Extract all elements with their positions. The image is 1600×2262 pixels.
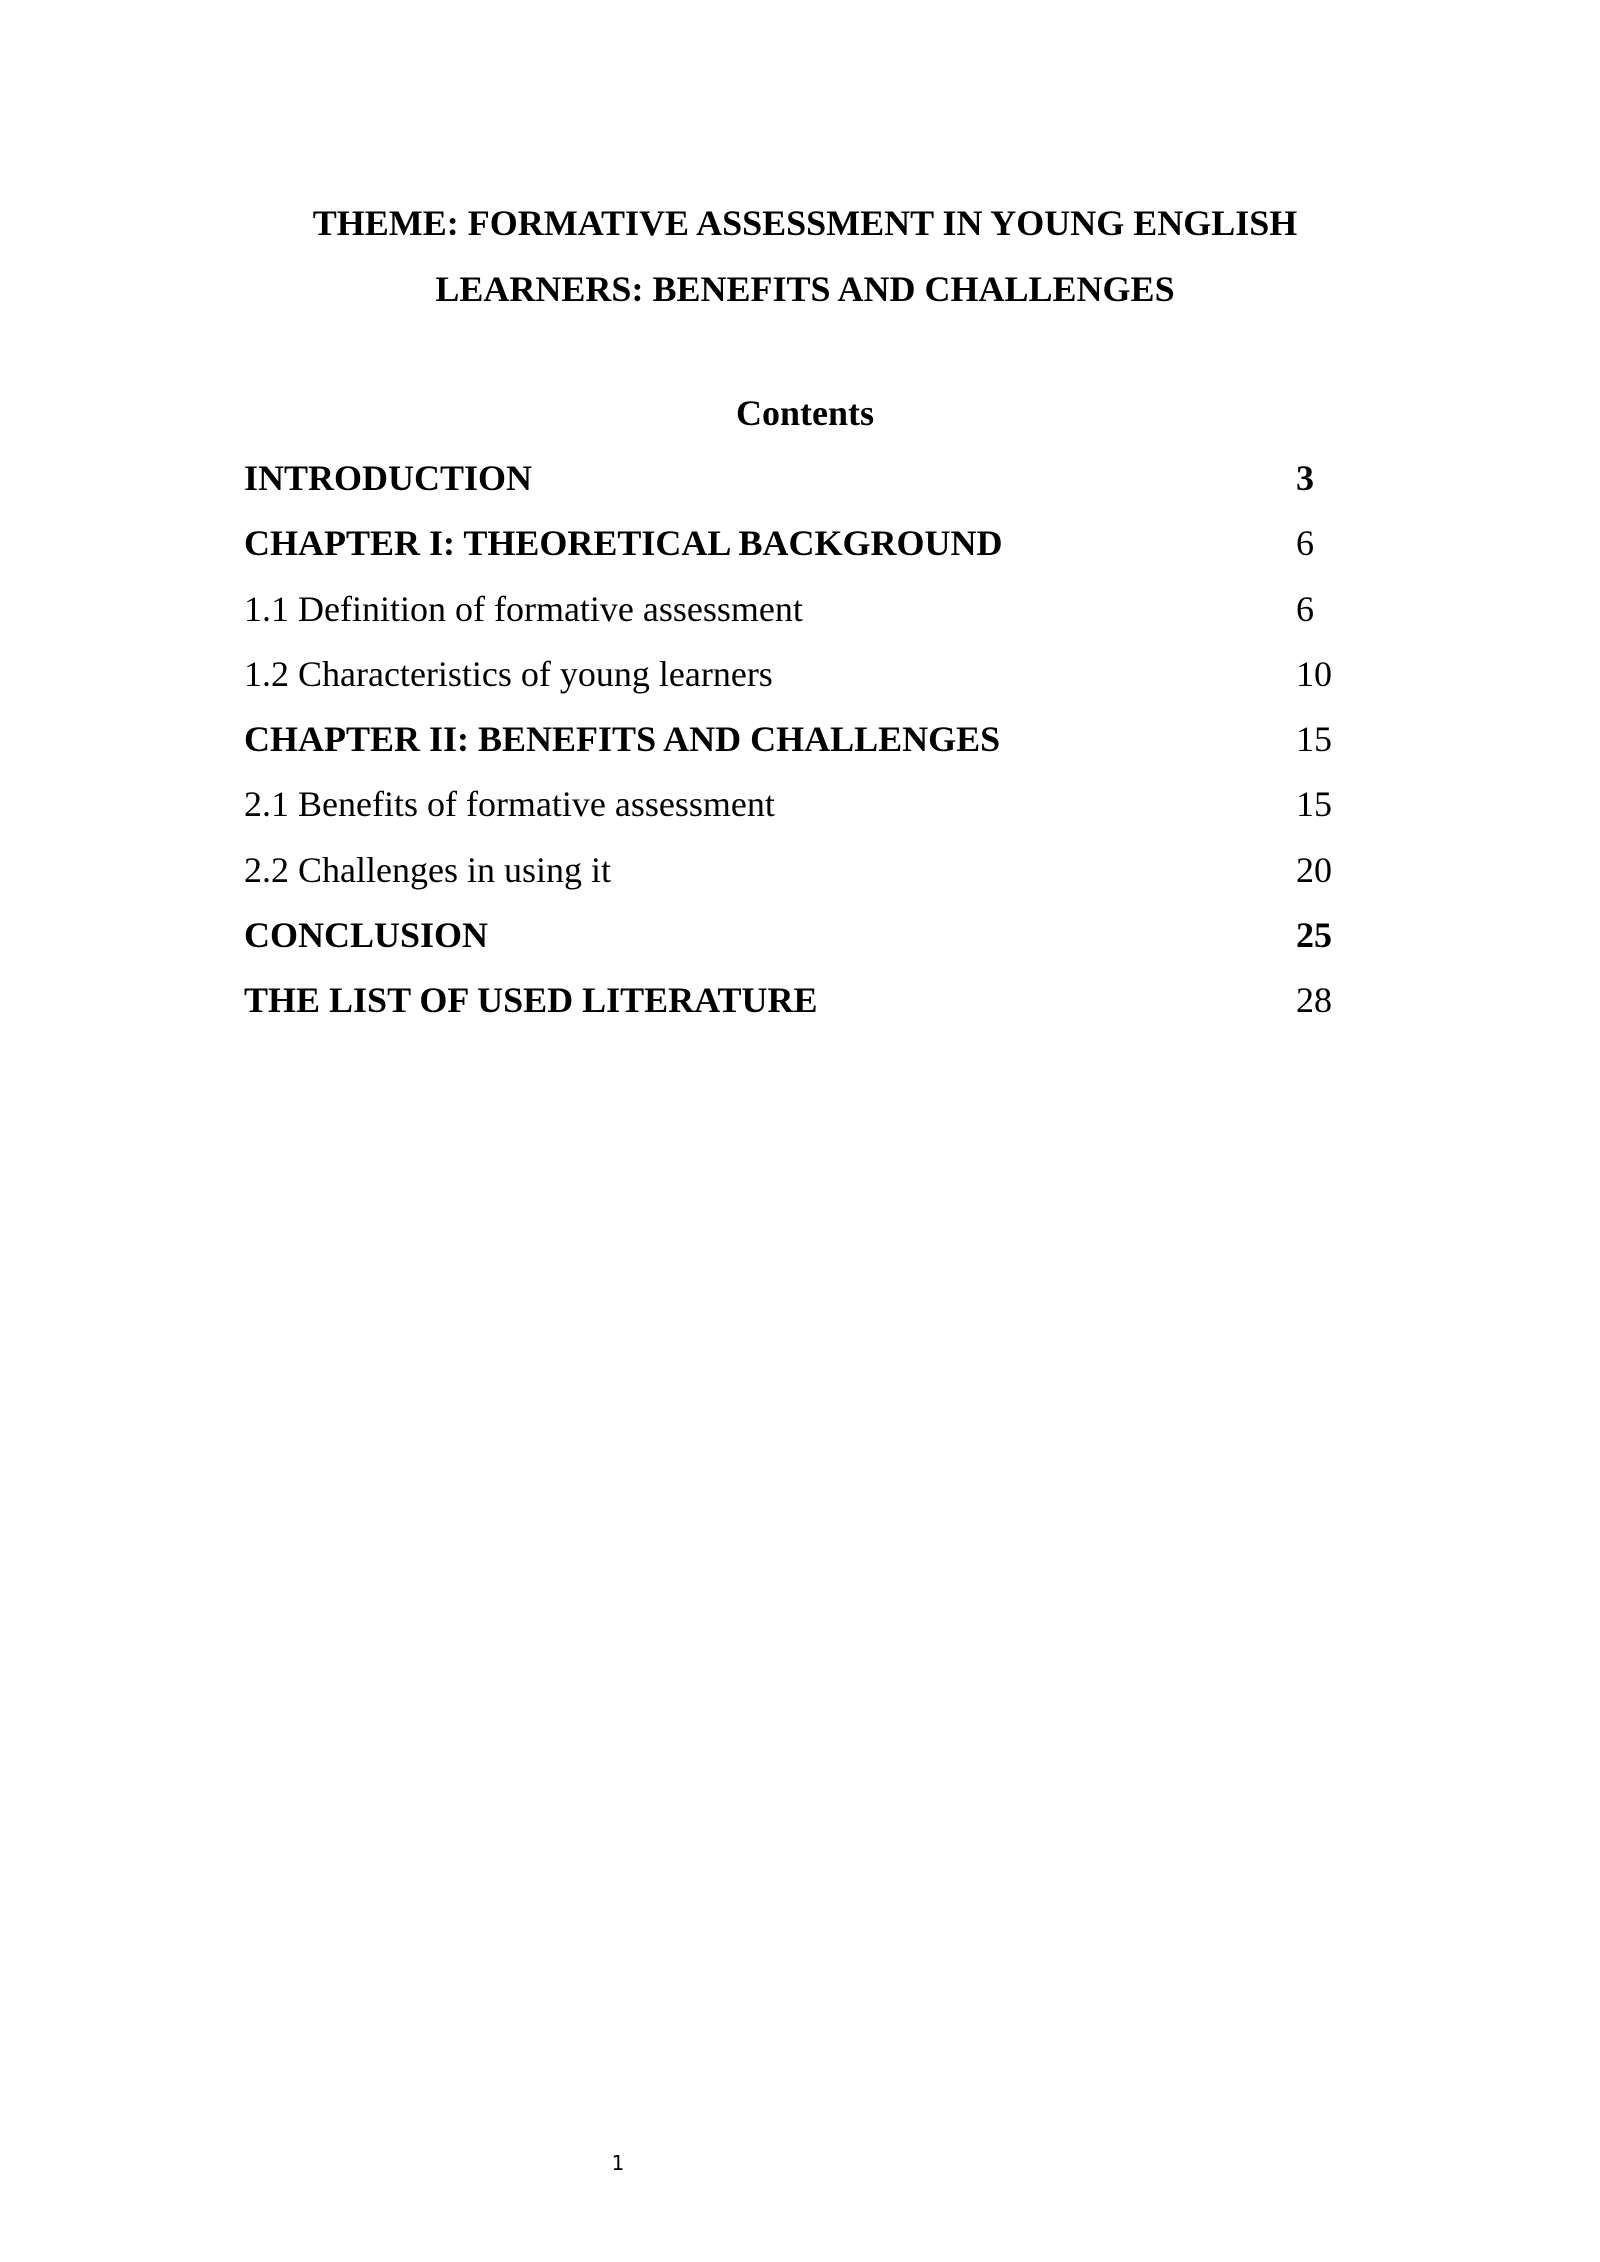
toc-entry-label: THE LIST OF USED LITERATURE [244, 980, 818, 1021]
footer-page-number: 1 [611, 2151, 625, 2175]
toc-entry-label: 2.2 Challenges in using it [244, 849, 611, 890]
document-title-line-2: LEARNERS: BENEFITS AND CHALLENGES [435, 269, 1175, 309]
toc-entry [244, 518, 1344, 583]
toc-entry-page-number: 6 [1296, 523, 1314, 564]
document-title [230, 190, 1380, 322]
toc-entry [244, 779, 1344, 844]
toc-entry-page-number: 28 [1296, 980, 1332, 1021]
toc-entry [244, 845, 1344, 910]
toc-entry-label: INTRODUCTION [244, 458, 533, 498]
toc-entry [244, 453, 1344, 518]
document-title-line-1: THEME: FORMATIVE ASSESSMENT IN YOUNG ENGLISH [312, 203, 1298, 243]
toc-entry-page-number: 3 [1296, 458, 1314, 498]
toc-entry-page-number: 15 [1296, 719, 1332, 760]
toc-entry-label: 2.1 Benefits of formative assessment [244, 784, 775, 825]
toc-entry-label: CHAPTER I: THEORETICAL BACKGROUND [244, 523, 1003, 564]
toc-entry-page-number: 20 [1296, 849, 1332, 890]
toc-entry [244, 584, 1344, 649]
contents-heading: Contents [735, 393, 874, 433]
toc-entry-page-number: 15 [1296, 784, 1332, 825]
toc-entry-label: 1.2 Characteristics of young learners [244, 653, 773, 694]
toc-entry-page-number: 25 [1296, 915, 1332, 956]
toc-entry-label: 1.1 Definition of formative assessment [244, 588, 803, 629]
toc-entry-label: CONCLUSION [244, 915, 489, 956]
toc-entry-page-number: 10 [1296, 653, 1332, 694]
toc-entry-page-number: 6 [1296, 588, 1314, 629]
toc-entry-label: CHAPTER II: BENEFITS AND CHALLENGES [244, 719, 1001, 760]
toc-entry [244, 649, 1344, 714]
toc-entry [244, 910, 1344, 975]
toc-entry [244, 975, 1344, 1040]
toc-entry [244, 714, 1344, 779]
table-of-contents [244, 453, 1344, 1041]
